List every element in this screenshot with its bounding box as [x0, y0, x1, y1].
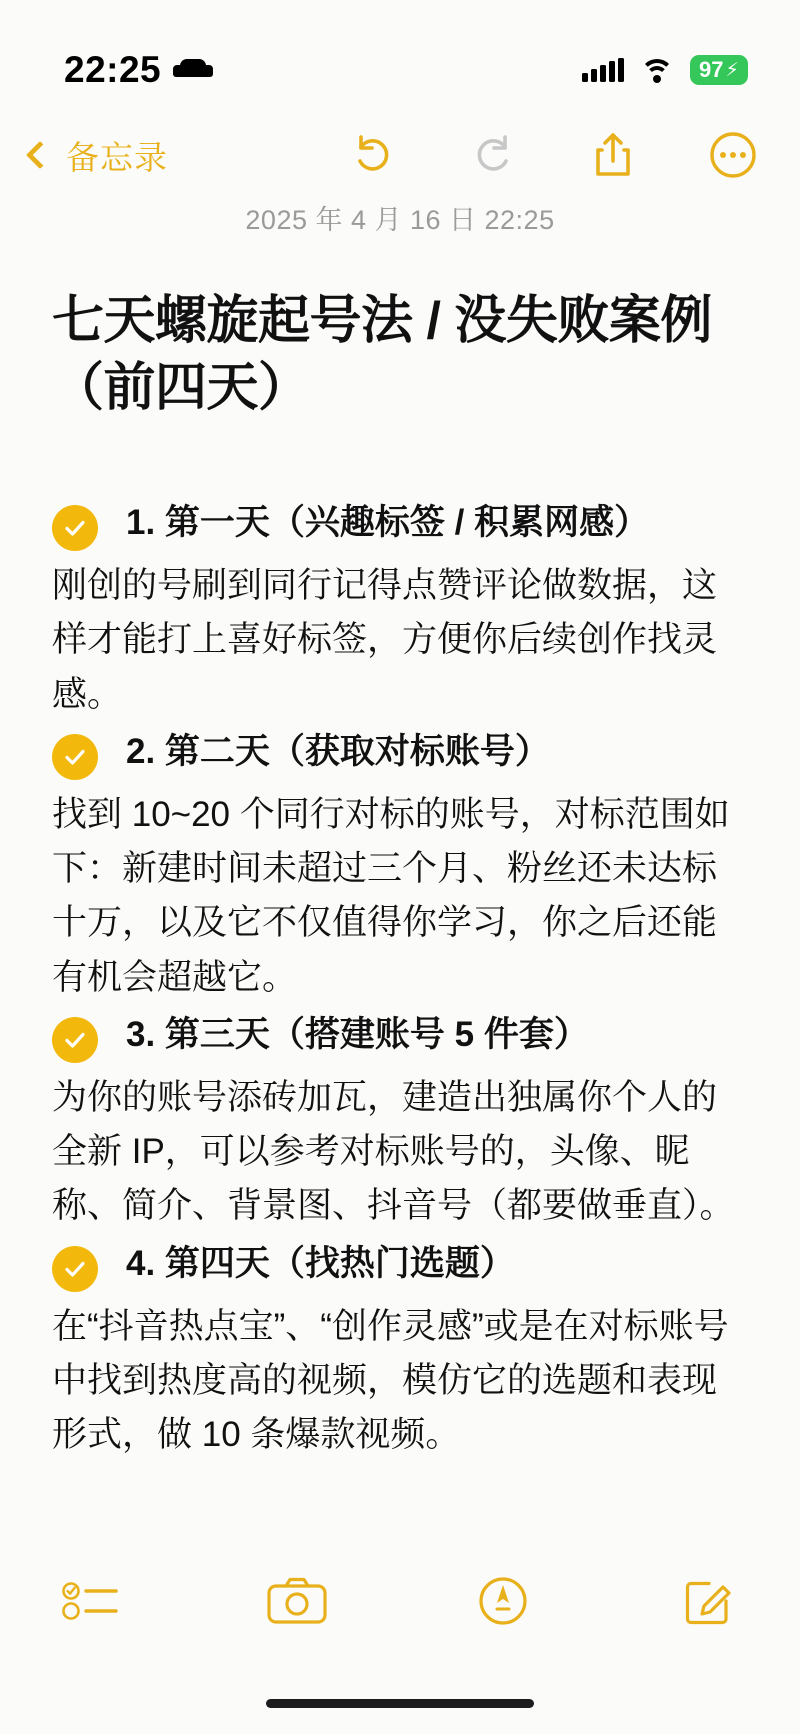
camera-icon[interactable] [265, 1569, 329, 1633]
checklist-icon[interactable] [60, 1569, 124, 1633]
checklist-item-body: 为你的账号添砖加瓦，建造出独属你个人的全新 IP，可以参考对标账号的，头像、昵称、简介、背景图、抖音号（都要做垂直）。 [52, 1077, 735, 1226]
checklist-item-heading: 4. 第四天（找热门选题） [126, 1243, 515, 1283]
checked-circle-icon[interactable] [52, 1017, 98, 1063]
chevron-left-icon [26, 141, 54, 169]
status-time: 22:25 [64, 49, 162, 90]
wifi-icon [640, 57, 674, 83]
checklist-item-heading: 3. 第三天（搭建账号 5 件套） [126, 1014, 589, 1054]
note-title: 七天螺旋起号法 / 没失败案例（前四天） [52, 292, 712, 417]
car-icon [173, 59, 213, 81]
back-button-label: 备忘录 [66, 138, 168, 176]
checklist-item[interactable] [52, 1240, 748, 1292]
redo-icon [466, 128, 520, 182]
home-indicator [266, 1699, 534, 1708]
checked-circle-icon[interactable] [52, 734, 98, 780]
share-icon[interactable] [586, 128, 640, 182]
undo-icon[interactable] [346, 128, 400, 182]
checklist-item-heading: 1. 第一天（兴趣标签 / 积累网感） [126, 503, 650, 543]
status-bar-left [64, 49, 213, 91]
checklist-item[interactable] [52, 499, 748, 551]
back-to-notes-button[interactable] [22, 132, 168, 179]
checked-circle-icon[interactable] [52, 505, 98, 551]
checklist-item-heading: 2. 第二天（获取对标账号） [126, 731, 550, 771]
editor-toolbar [0, 1546, 800, 1656]
markup-pen-icon[interactable] [471, 1569, 535, 1633]
status-bar-right [582, 55, 748, 85]
battery-percent: 97 [699, 57, 724, 82]
checklist-item-body: 在“抖音热点宝”、“创作灵感”或是在对标账号中找到热度高的视频，模仿它的选题和表现形式，做 10 条爆款视频。 [52, 1306, 729, 1455]
ellipsis-circle-icon[interactable] [706, 128, 760, 182]
checklist-item[interactable] [52, 728, 748, 780]
checklist-item[interactable] [52, 1011, 748, 1063]
navigation-bar [0, 112, 800, 198]
cellular-signal-icon [582, 58, 624, 82]
compose-icon[interactable] [676, 1569, 740, 1633]
nav-actions [346, 128, 760, 182]
status-bar [0, 0, 800, 112]
note-body[interactable] [0, 288, 800, 1468]
checked-circle-icon[interactable] [52, 1246, 98, 1292]
battery-indicator [690, 55, 748, 85]
checklist-item-body: 找到 10~20 个同行对标的账号，对标范围如下：新建时间未超过三个月、粉丝还未达标十万，以及它不仅值得你学习，你之后还能有机会超越它。 [52, 794, 730, 997]
battery-charging-icon: ⚡ [725, 59, 739, 81]
checklist-item-body: 刚创的号刷到同行记得点赞评论做数据，这样才能打上喜好标签，方便你后续创作找灵感。 [52, 566, 718, 714]
note-date: 2025 年 4 月 16 日 22:25 [245, 205, 555, 235]
